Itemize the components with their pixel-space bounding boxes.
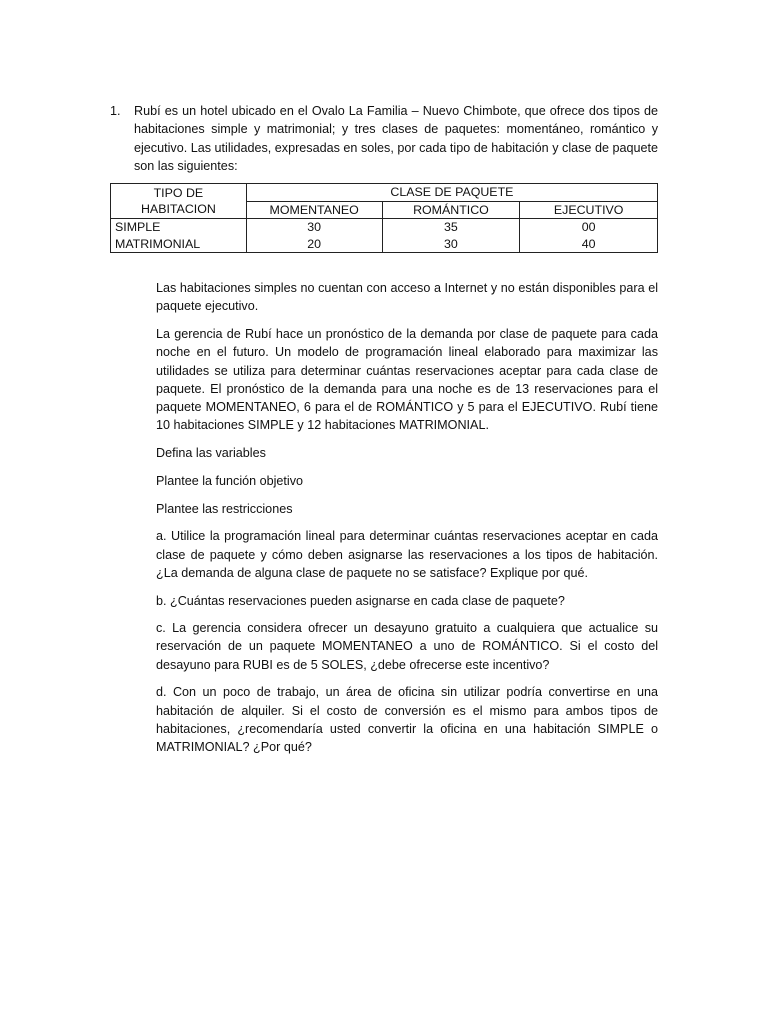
profit-table [110, 183, 658, 253]
table-cell: 20 [246, 236, 382, 253]
table-cell: 35 [382, 219, 520, 236]
question-d: d. Con un poco de trabajo, un área de oficina sin utilizar podría convertirse en una habitación de alquiler. Si el costo de conversión es el mismo para ambos tipos de habitaciones, ¿recomendaría usted convertir la oficina en una habitación SIMPLE o MATRIMONIAL? ¿Por qué? [156, 685, 658, 755]
paragraph-internet-note: Las habitaciones simples no cuentan con acceso a Internet y no están disponibles para el paquete ejecutivo. [156, 281, 658, 314]
table-cell: 30 [382, 236, 520, 253]
table-row [111, 219, 658, 236]
question-a: a. Utilice la programación lineal para determinar cuántas reservaciones aceptar en cada clase de paquete y cómo deben asignarse las reservaciones a los tipos de habitación. ¿La demanda de alguna clase de paquete no se satisface? Explique por qué. [156, 529, 658, 580]
column-header-romantico: ROMÁNTICO [382, 201, 520, 219]
task-constraints: Plantee las restricciones [156, 501, 293, 516]
question-b: b. ¿Cuántas reservaciones pueden asignarse en cada clase de paquete? [156, 593, 565, 608]
paragraph-demand-forecast: La gerencia de Rubí hace un pronóstico de la demanda por clase de paquete para cada noche en el futuro. Un modelo de programación lineal elaborado para maximizar las utilidades se utiliza para determinar cuántas reservaciones aceptar para cada clase de paquete. El pronóstico de la demanda para una noche es de 13 reservaciones para el paquete MOMENTANEO, 6 para el de ROMÁNTICO y 5 para el EJECUTIVO. Rubí tiene 10 habitaciones SIMPLE y 12 habitaciones MATRIMONIAL. [156, 326, 658, 433]
question-c: c. La gerencia considera ofrecer un desayuno gratuito a cualquiera que actualice su reservación de un paquete MOMENTANEO a uno de ROMÁNTICO. Si el costo del desayuno para RUBI es de 5 SOLES, ¿debe ofrecerse este incentivo? [156, 621, 658, 672]
table-cell: 40 [520, 236, 658, 253]
table-cell: 00 [520, 219, 658, 236]
column-header-momentaneo: MOMENTANEO [246, 201, 382, 219]
table-row [111, 236, 658, 253]
question-number: 1. [110, 104, 121, 118]
table-cell: 30 [246, 219, 382, 236]
row-label-simple: SIMPLE [111, 219, 247, 236]
body-text [156, 279, 658, 766]
question-intro: Rubí es un hotel ubicado en el Ovalo La Familia – Nuevo Chimbote, que ofrece dos tipos de habitaciones simple y matrimonial; y tres clases de paquetes: momentáneo, romántico y ejecutivo. Las utilidades, expresadas en soles, por cada tipo de habitación y clase de paquete son las siguientes: [134, 104, 658, 173]
header-package-class: CLASE DE PAQUETE [246, 184, 657, 202]
header-room-type: TIPO DE HABITACION [111, 184, 247, 219]
question-1 [110, 102, 658, 175]
task-objective-function: Plantee la función objetivo [156, 473, 304, 488]
task-define-variables: Defina las variables [156, 446, 266, 461]
row-label-matrimonial: MATRIMONIAL [111, 236, 247, 253]
column-header-ejecutivo: EJECUTIVO [520, 201, 658, 219]
